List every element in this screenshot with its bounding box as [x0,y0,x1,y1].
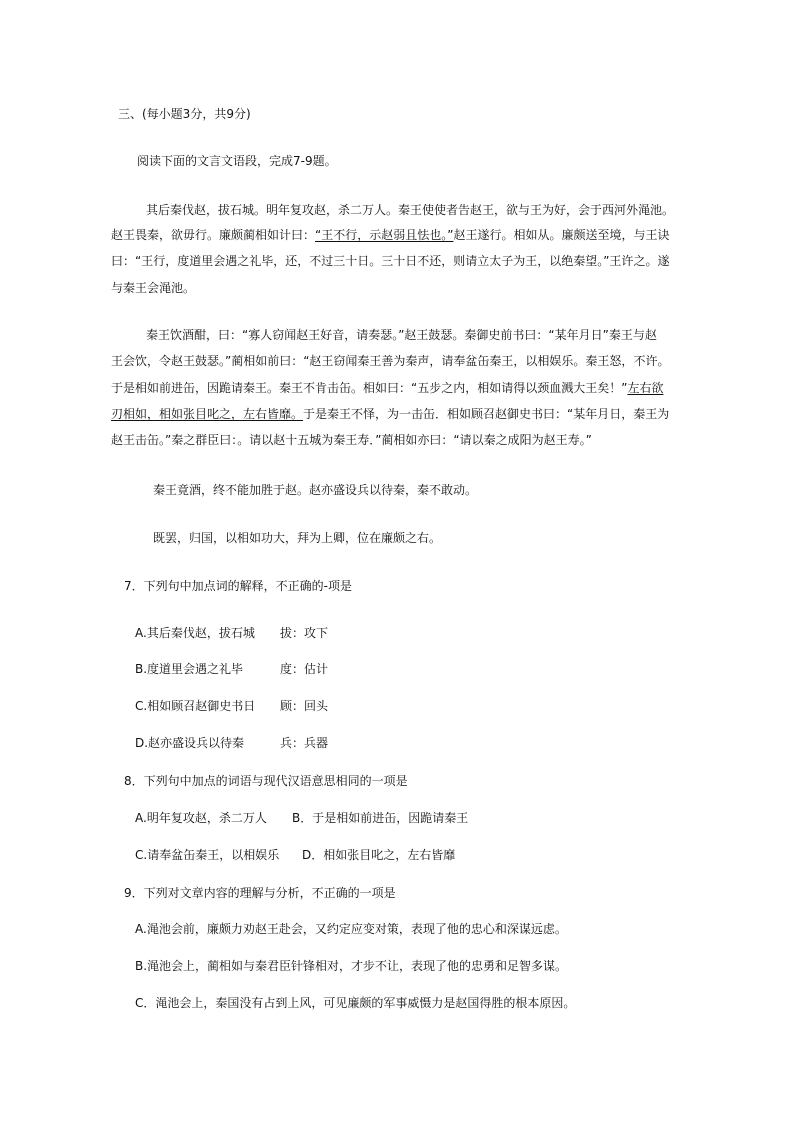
passage-line: 王会饮，令赵王鼓瑟。”蔺相如前曰：“赵王窃闻秦王善为秦声，请奉盆缶秦王，以相娱乐。秦王怒，不许。 [111,354,670,368]
passage-text: 赵王畏秦，欲毋行。廉颇蔺相如计曰： [111,228,316,242]
option-a: A.明年复攻赵，杀二万人 [135,811,267,825]
passage-line: 秦王饮酒酣，曰：“寡人窃闻赵王好音，请奏瑟。”赵王鼓瑟。秦御史前书曰：“某年月日”秦王与赵 [146,328,657,342]
passage-line: 其后秦伐赵，拔石城。明年复攻赵，杀二万人。秦王使使者告赵王，欲与王为好，会于西河外渑池。 [146,203,675,217]
option-d: D．相如张目叱之，左右皆靡 [302,848,456,862]
passage-line: 曰：“王行，度道里会遇之礼毕，还，不过三十日。三十日不还，则请立太子为王，以绝秦望。”王许之。遂 [111,254,670,268]
option-c-gloss: 顾：回头 [280,699,329,713]
option-b: B.渑池会上，蔺相如与秦君臣针锋相对，才步不让，表现了他的忠勇和足智多谋。 [135,959,568,973]
passage-text: 于是秦王不怿，为一击缶．相如顾召赵御史书曰：“某年月日，秦王为 [303,407,670,421]
option-c: C.相如顾召赵御史书日 [135,699,256,713]
option-a: A.其后秦伐赵，拔石城 [135,626,255,640]
passage-line: 与秦王会渑池。 [111,281,196,295]
option-c: C．渑池会上，秦国没有占到上风，可见廉颇的军事威慑力是赵国得胜的根本原因。 [135,996,576,1010]
instruction: 阅读下面的文言文语段，完成7-9题。 [137,154,337,168]
passage-line: 赵王击缶。”秦之群臣曰：。请以赵十五城为秦王寿．”蔺相如亦曰：“请以秦之成阳为赵王寿。” [111,433,592,447]
paragraph-4: 既罢，归国，以相如功大，拜为上卿，位在廉颇之右。 [153,531,442,545]
underlined-sentence: 刃相如，相如张目叱之，左右皆靡。 [111,407,304,421]
passage-line [111,227,669,243]
option-d: D.赵亦盛设兵以待秦 [135,736,245,750]
underlined-sentence: “王不行，示赵弱且怯也。” [315,228,454,242]
passage-line [111,406,669,422]
passage-text: 赵王遂行。相如从。廉颇送至境，与王诀 [453,228,670,242]
option-c: C.请奉盆缶秦王，以相娱乐 [135,848,280,862]
option-a-gloss: 拔：攻下 [280,626,329,640]
option-b-gloss: 度：估计 [280,662,329,676]
passage-text: 于是相如前进缶，因跪请秦王。秦王不肯击缶。相如曰：“五步之内，相如请得以颈血溅大王矣！” [111,381,628,395]
question-stem: 8．下列句中加点的词语与现代汉语意思相同的一项是 [124,774,408,788]
option-d-gloss: 兵：兵器 [280,736,329,750]
passage-line [111,380,663,396]
paragraph-3: 秦王竟酒，终不能加胜于赵。赵亦盛设兵以待秦，秦不敢动。 [153,483,478,497]
question-stem: 9．下列对文章内容的理解与分析，不正确的一项是 [124,886,396,900]
option-b: B．于是相如前进缶，因跪请秦王 [292,811,469,825]
question-stem: 7．下列句中加点词的解释，不正确的-项是 [124,579,352,593]
option-b: B.度道里会遇之礼毕 [135,662,244,676]
section-header: 三、(每小题3分，共9分) [118,107,251,121]
option-a: A.渑池会前，廉颇力劝赵王赴会，又约定应变对策，表现了他的忠心和深谋远虑。 [135,922,567,936]
underlined-sentence: 左右欲 [627,381,664,395]
